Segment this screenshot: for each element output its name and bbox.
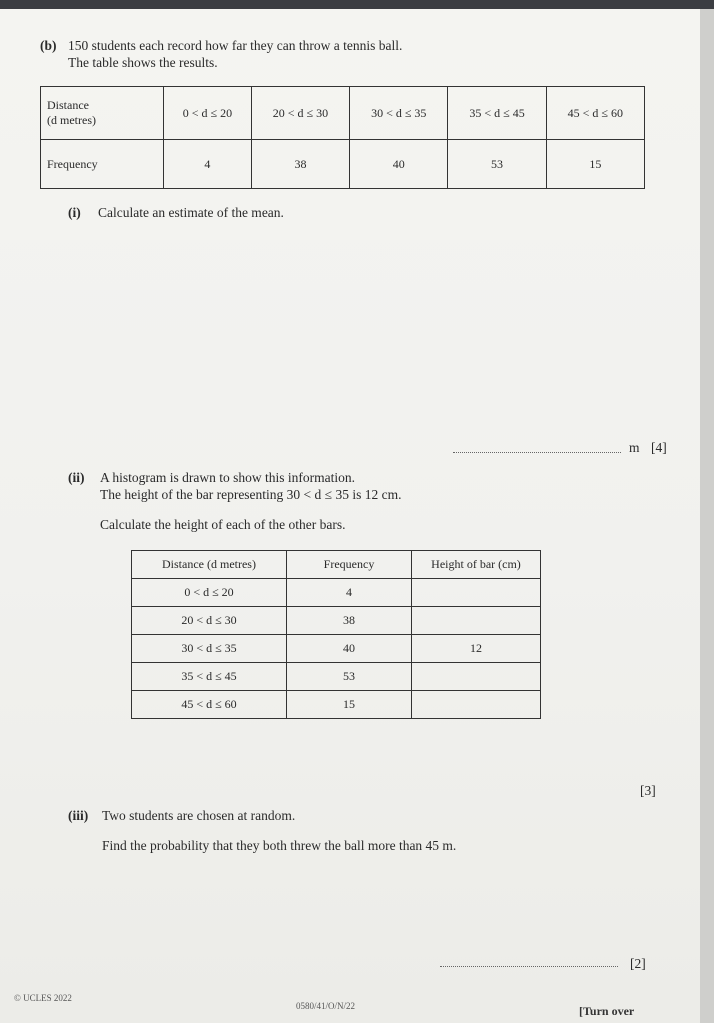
frequency-cell: 15 bbox=[546, 140, 644, 189]
marks-part-ii: [3] bbox=[640, 783, 656, 798]
part-b-intro-line2: The table shows the results. bbox=[68, 55, 218, 70]
table-row bbox=[132, 607, 541, 635]
unit-m: m bbox=[629, 440, 640, 455]
frequency-row bbox=[41, 140, 645, 189]
header-height: Height of bar (cm) bbox=[412, 551, 541, 579]
header-frequency: Frequency bbox=[287, 551, 412, 579]
row-height-answer[interactable] bbox=[412, 663, 541, 691]
marks-part-iii: [2] bbox=[630, 956, 646, 971]
footer-copyright: © UCLES 2022 bbox=[14, 993, 72, 1003]
photo-right-edge bbox=[700, 9, 714, 1023]
part-ii-label: (ii) bbox=[68, 470, 85, 485]
part-ii-line1: A histogram is drawn to show this information. bbox=[100, 470, 355, 485]
distance-header-line2: (d metres) bbox=[47, 113, 96, 127]
answer-line-probability[interactable] bbox=[440, 966, 618, 967]
part-i-label: (i) bbox=[68, 205, 81, 220]
marks-part-i: [4] bbox=[651, 440, 667, 455]
table-row bbox=[132, 579, 541, 607]
table-row bbox=[132, 635, 541, 663]
results-table bbox=[40, 86, 645, 189]
row-frequency: 40 bbox=[287, 635, 412, 663]
row-distance: 0 < d ≤ 20 bbox=[132, 579, 287, 607]
part-b-intro-line1: 150 students each record how far they can throw a tennis ball. bbox=[68, 38, 403, 53]
frequency-cell: 4 bbox=[164, 140, 252, 189]
row-height-answer[interactable] bbox=[412, 691, 541, 719]
footer-turn-over: [Turn over bbox=[579, 1004, 635, 1018]
row-frequency: 15 bbox=[287, 691, 412, 719]
row-distance: 35 < d ≤ 45 bbox=[132, 663, 287, 691]
interval-cell: 30 < d ≤ 35 bbox=[350, 87, 448, 140]
frequency-cell: 53 bbox=[448, 140, 546, 189]
row-height-given: 12 bbox=[412, 635, 541, 663]
table-row bbox=[132, 663, 541, 691]
distance-row bbox=[41, 87, 645, 140]
frequency-header: Frequency bbox=[41, 140, 164, 189]
part-ii-line3: Calculate the height of each of the other bars. bbox=[100, 517, 346, 532]
row-distance: 45 < d ≤ 60 bbox=[132, 691, 287, 719]
answer-line-mean[interactable] bbox=[453, 452, 621, 453]
part-iii-line1: Two students are chosen at random. bbox=[102, 808, 296, 823]
interval-cell: 35 < d ≤ 45 bbox=[448, 87, 546, 140]
distance-header-line1: Distance bbox=[47, 98, 89, 112]
table-row bbox=[132, 691, 541, 719]
distance-header bbox=[41, 87, 164, 140]
interval-cell: 20 < d ≤ 30 bbox=[251, 87, 349, 140]
row-frequency: 53 bbox=[287, 663, 412, 691]
row-distance: 30 < d ≤ 35 bbox=[132, 635, 287, 663]
part-iii-label: (iii) bbox=[68, 808, 89, 823]
part-i-question: Calculate an estimate of the mean. bbox=[98, 205, 284, 220]
histogram-table bbox=[131, 550, 541, 719]
row-frequency: 4 bbox=[287, 579, 412, 607]
part-ii-line2: The height of the bar representing 30 < d ≤ 35 is 12 cm. bbox=[100, 487, 402, 502]
header-distance: Distance (d metres) bbox=[132, 551, 287, 579]
histogram-table-header-row bbox=[132, 551, 541, 579]
photo-top-edge bbox=[0, 0, 714, 9]
frequency-cell: 38 bbox=[251, 140, 349, 189]
part-iii-line2: Find the probability that they both threw the ball more than 45 m. bbox=[102, 838, 457, 853]
interval-cell: 0 < d ≤ 20 bbox=[164, 87, 252, 140]
frequency-cell: 40 bbox=[350, 140, 448, 189]
interval-cell: 45 < d ≤ 60 bbox=[546, 87, 644, 140]
row-height-answer[interactable] bbox=[412, 579, 541, 607]
footer-code: 0580/41/O/N/22 bbox=[296, 1001, 356, 1011]
part-b-label: (b) bbox=[40, 38, 57, 53]
row-distance: 20 < d ≤ 30 bbox=[132, 607, 287, 635]
row-frequency: 38 bbox=[287, 607, 412, 635]
row-height-answer[interactable] bbox=[412, 607, 541, 635]
